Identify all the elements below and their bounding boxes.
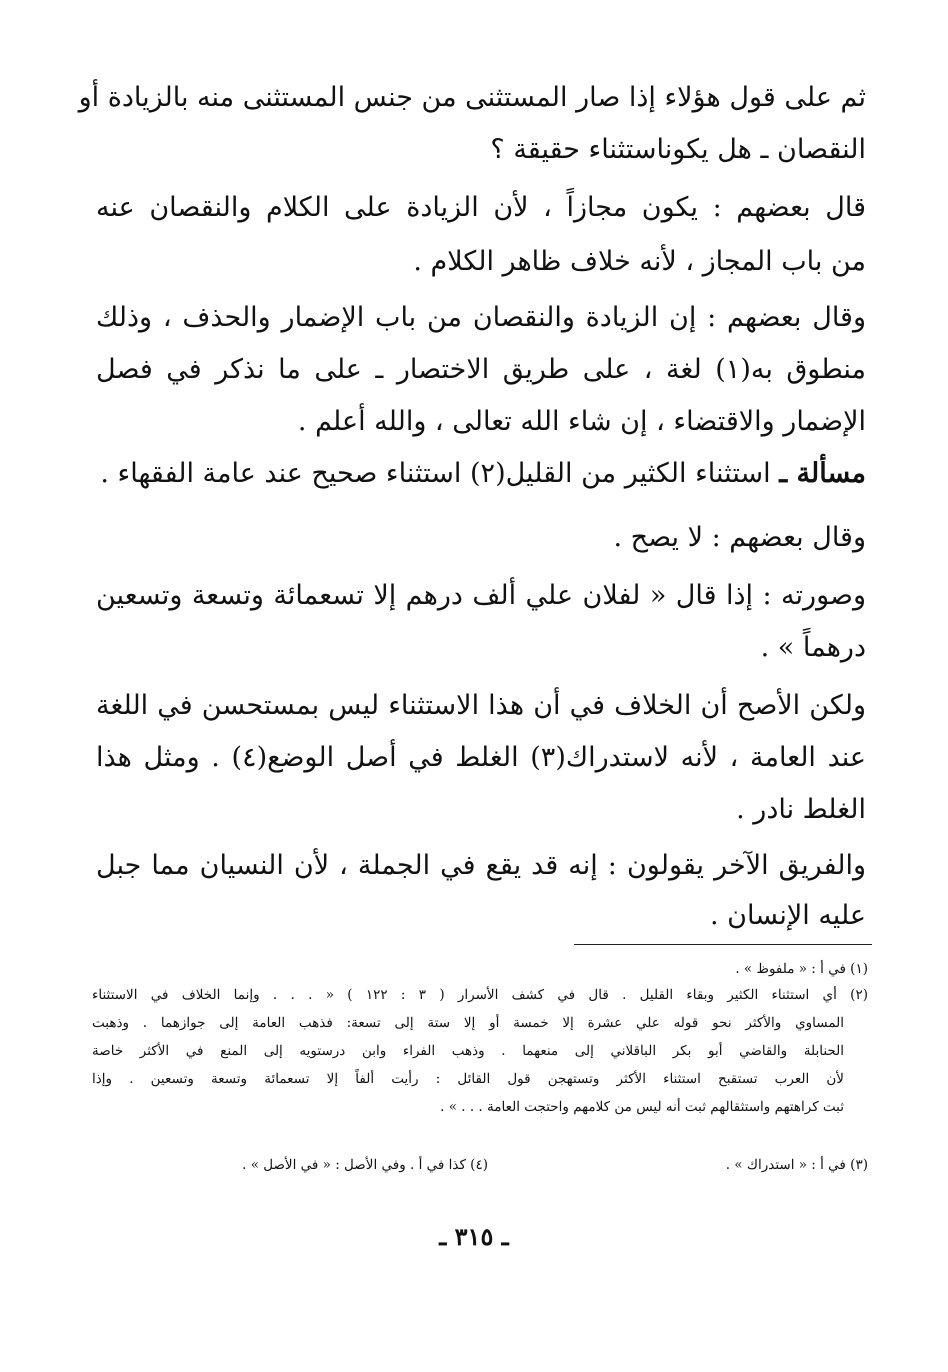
body-line: وصورته : إذا قال « لفلان علي ألف درهم إلا تسعمائة وتسعة وتسعين [96, 580, 866, 611]
body-line: الغلط نادر . [736, 794, 866, 825]
body-line: ثم على قول هؤلاء إذا صار المستثنى من جنس المستثنى منه بالزيادة أو [78, 82, 866, 113]
body-line: قال بعضهم : يكون مجازاً ، لأن الزيادة على الكلام والنقصان عنه [96, 192, 866, 223]
footnote-rule [574, 944, 872, 945]
body-line: والفريق الآخر يقولون : إنه قد يقع في الجملة ، لأن النسيان مما جبل [96, 850, 866, 881]
body-line: الإضمار والاقتضاء ، إن شاء الله تعالى ، والله أعلم . [297, 406, 866, 437]
body-line: وقال بعضهم : لا يصح . [613, 522, 866, 553]
masala-label: مسألة ـ [779, 458, 866, 489]
footnote-1: (١) في أ : « ملفوظ » . [735, 961, 868, 977]
page-number: ـ ٣١٥ ـ [439, 1222, 509, 1251]
footnote-2-line: الحنابلة والقاضي أبو بكر الباقلاني إلى منعهما . وذهب الفراء وابن درستويه إلى المنع في الأكثر خاصة [92, 1043, 844, 1059]
body-line: من باب المجاز ، لأنه خلاف ظاهر الكلام . [413, 246, 866, 277]
body-line: منطوق به(١) لغة ، على طريق الاختصار ـ على ما نذكر في فصل [96, 354, 867, 385]
body-line: ولكن الأصح أن الخلاف في أن هذا الاستثناء ليس بمستحسن في اللغة [96, 690, 866, 721]
body-line: النقصان ـ هل يكوناستثناء حقيقة ؟ [490, 134, 866, 165]
footnote-2-line: ثبت كراهتهم واستثقالهم ثبت أنه ليس من كلامهم واحتجت العامة . . . » . [440, 1099, 844, 1115]
footnote-2-line: (٢) أي استثناء الكثير وبقاء القليل . قال في كشف الأسرار ( ٣ : ١٢٢ ) « . . . وإنما الخلاف في الاستثناء [92, 987, 868, 1003]
body-line: عند العامة ، لأنه لاستدراك(٣) الغلط في أصل الوضع(٤) . ومثل هذا [96, 742, 867, 773]
body-line: عليه الإنسان . [710, 900, 866, 931]
footnote-2-line: المساوي والأكثر نحو قوله علي عشرة إلا خمسة أو إلا ستة إلى تسعة: فذهب العامة إلى جوازهما . وذهبت [92, 1015, 844, 1031]
body-line: درهماً » . [760, 632, 866, 663]
footnote-4: (٤) كذا في أ . وفي الأصل : « في الأصل » . [242, 1157, 488, 1173]
body-line: وقال بعضهم : إن الزيادة والنقصان من باب الإضمار والحذف ، وذلك [96, 302, 866, 333]
masala-text: استثناء الكثير من القليل(٢) استثناء صحيح عند عامة الفقهاء . [100, 458, 771, 489]
footnote-3: (٣) في أ : « استدراك » . [725, 1157, 868, 1173]
masala-line [96, 452, 866, 496]
footnote-2-line: لأن العرب تستقبح استثناء الأكثر وتستهجن قول القائل : رأيت ألفاً إلا تسعمائة وتسعة وتسعين . وإذا [92, 1071, 844, 1087]
